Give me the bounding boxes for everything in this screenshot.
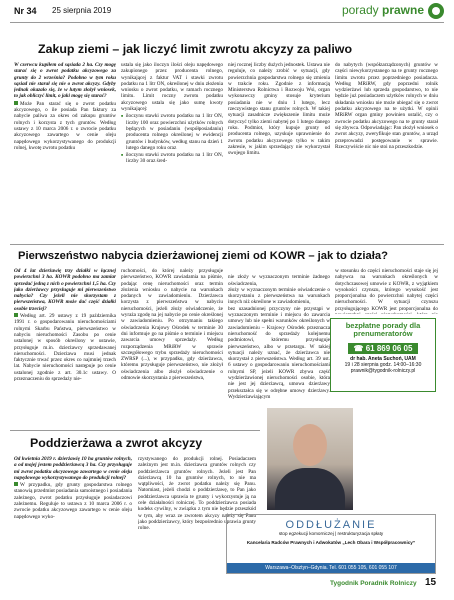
ad-contact-strip: Warszawa–Olsztyn–Gdynia. Tel. 601 055 105, 601 055 107	[227, 563, 435, 573]
article-1-col-4: do nabytych (współzarządzonych) gruntów w części niewykorzystanego na te grunty rocznego limitu zwrotu przez poprzedniego posiadacza. Według MRiRW, gdy poprzedni rolnik wydzierżawi lub sprzeda gospodarstwo, to nie będzie już posiadaczem użytków rolnych w dniu składania wniosku nie może ubiegać się o zwrot podatku akcyzowego na te użytki. W opinii MRiRW organ gminy powinien ustalić, czy o zwrocie podatku akcyzowego na te grunty starał się zbywca. Odpowiadając: Pan złożył wniosek o zwrot akcyzy, zweryfikuje stan gruntów, a urząd przeprowadzi postępowanie w sprawie. Rzeczywiście nic nie stoi na przeszkodzie.	[335, 62, 438, 150]
article-2-col-3: nie złoży w wyznaczonym terminie żadnego oświadczenia, złoży w wyznaczonym terminie oświadczenie o skorzystaniu z pierwszeństwa na warunkach innych niż określone w zawiadomieniu, bez uzasadnionej przyczyny nie przystąpi w wyznaczonym terminie i miejscu do zawarcia umowy lub nie spełni warunków określonych w zawiadomieniu – Krajowy Ośrodek przeznacza nieruchomość do sprzedaży kolejnemu podmiotowi, któremu przysługuje pierwszeństwo, albo w przetargu. W takiej sytuacji należy uznać, że dzierżawca nie skorzystał z pierwszeństwa. Według art. 39 ust. 6 ustawy o gospodarowaniu nieruchomościami rolnymi SP, jeżeli KOWR zbywa część wydzierżawionej nieruchomości osobie, która nie jest jej dzierżawcą, umowa dzierżawy przekształca się w odrębne umowy dzierżawy. Wydzierżawiającym	[228, 274, 330, 400]
header-divider	[10, 22, 444, 23]
advertisement[interactable]	[226, 514, 436, 574]
article-2-title: Pierwszeństwo nabycia dzierżawionej ziemi od KOWR – jak to działa?	[18, 250, 388, 262]
article-start-icon	[14, 313, 18, 317]
section-logo-icon	[428, 3, 444, 19]
article-1-col-3: niej rocznej liczby dużych jednostek. Ustawa nie reguluje, co należy zrobić w sytuacji, gdy powierzchnia gospodarstwa rolnego się zmienia w trakcie roku. Zgodnie z informacją Ministerstwa Rolnictwa i Rozwoju Wsi, organ wykonawczy gminy stosuje kryterium posiadania nie w dniu 1 lutego, lecz rzeczywistego stanu gruntów rolnych. W takiej sytuacji zasadnicze zwiększenie limitu może dotyczyć tylko ziemi nabytej po 1 lutego danego roku. Podmiot, który kupuje grunty od producenta rolnego, uzyskuje uprawnienie do zwrotu podatku akcyzowego tylko w takim zakresie, w jakim sprzedający nie wykorzystał swojego limitu.	[228, 62, 330, 157]
article-3-body	[14, 456, 258, 576]
article-2-lead: Od 4 lat dzierżawię trzy działki w łącznej powierzchni 3 ha. KOWR podobno ma zamiar sprzedać jedną z nich o powierzchni 1,5 ha. Czy jako dzierżawcy przysługuje mi pierwszeństwo nabycia? Czy jeżeli nie skorzystam z pierwszeństwa, KOWR może dać część działki osobie trzeciej?	[14, 268, 116, 312]
advice-hours: 19 i 28 sierpnia godz. 14:00–16:30	[344, 362, 422, 368]
expert-photo	[267, 408, 353, 510]
ad-firm: Kancelaria Radców Prawnych i Adwokatów „Lech Obara i Współpracownicy”	[246, 539, 416, 545]
free-advice-box	[330, 318, 436, 392]
issue-number: Nr 34	[14, 6, 37, 16]
article-1-col-1: W czerwcu kupiłem od sąsiada 2 ha. Czy mogę starać się o zwrot podatku akcyzowego za grunty do 2 września? Podobno w tym roku sąsiad nie starał się nie o zwrot akcyzy. Gdyby jednak okazało się, że w lutym złożył wniosek, to jak obliczyć limit, o jaki mogę się starać? Może Pan starać się o zwrot podatku akcyzowego, o ile posiada Pan faktury za nabycie paliwa za okres od zakupu gruntów rolnych i korzysta z tych gruntów. Według ustawy z 10 marca 2006 r. o zwrocie podatku akcyzowego zawartego w cenie oleju napędowego wykorzystywanego do produkcji rolnej, kwotę zwrotu podatku	[14, 62, 116, 151]
article-1-lead: W czerwcu kupiłem od sąsiada 2 ha. Czy mogę starać się o zwrot podatku akcyzowego za grunty do 2 września? Podobno w tym roku sąsiad nie starał się nie o zwrot akcyzy. Gdyby jednak okazało się, że w lutym złożył wniosek, to jak obliczyć limit, o jaki mogę się starać?	[14, 62, 116, 100]
ad-tagline: stop egzekucji komorniczej | restrukturyzacja spłaty	[278, 531, 384, 536]
article-start-icon	[14, 101, 18, 105]
advice-title: bezpłatne porady dla prenumeratorów	[345, 321, 421, 338]
article-1-col-2: ustala się jako iloczyn ilości oleju napędowego zakupionego przez producenta rolnego, wynikającej z faktur VAT i stawki zwrotu podatku na 1 litr ON, określonej w dniu złożenia wniosku o zwrot podatku, w ramach rocznego limitu. Limit roczny zwrotu podatku akcyzowego ustala się jako sumę kwoty wynikającej: ■ iloczynu stawki zwrotu podatku na 1 litr ON, liczby 100 oraz powierzchni użytków rolnych będących w posiadaniu (współposiadaniu) producenta rolnego określonej w ewidencji gruntów i budynków, według stanu na dzień 1 lutego danego roku oraz ■ iloczynu stawki zwrotu podatku na 1 litr ON, liczby 30 oraz śred-	[121, 62, 223, 240]
article-1-title: Zakup ziemi – jak liczyć limit zwrotu akcyzy za paliwo	[38, 42, 353, 56]
publication-brand: Tygodnik Poradnik Rolniczy	[330, 580, 417, 587]
ad-brand: ODDŁUŻANIE	[285, 519, 377, 531]
article-1-body	[14, 62, 438, 240]
phone-icon: ☎	[353, 344, 364, 353]
advice-email[interactable]: prawnik@tygodnik-rolniczy.pl	[350, 368, 416, 374]
section-title: porady prawne	[341, 3, 424, 17]
article-start-icon	[14, 482, 18, 486]
article-1-divider	[10, 244, 444, 245]
article-3-col-2: rzystywanego do produkcji rolnej. Posiadaczem zależnym jest m.in. dzierżawca gruntów rolnych czy poddzierżawca gruntów rolnych. Jeżeli jest Pan dzierżawcą 10 ha gruntów rolnych, to nie ma wątpliwości, że zwrot podatku należy się Panu. Natomiast, jeżeli chodzi o poddzierżawę, to Pan jako poddzierżawca uprawia te grunty i wykorzystuje ją na cele działalności rolniczej. To poddzierżawca posiada kodeks cywilny, w związku z tym nie będzie przeszkód w tym, aby wraz ze zwrotem akcyzy należy się Panu jako poddzierżawcy, który bezpośrednio uprawia grunty rolne.	[138, 456, 256, 532]
article-2-col-4: w stosunku do części nieruchomości staje się jej nabywca na warunkach określonych w dotychczasowej umowie z KOWR, z wyjątkiem wysokości czynszu, którego wysokość jest proporcjonalna do powierzchni nabytej części nieruchomości. W sytuacji czynszu przysługującego KOWR jest proporcjonalna do	[335, 268, 438, 312]
phone-badge[interactable]: ☎ 61 869 06 05	[348, 343, 419, 354]
page-header	[0, 0, 454, 22]
advice-expert: dr hab. Aneta Suchoń, UAM	[350, 356, 416, 362]
article-2-col-1: Od 4 lat dzierżawię trzy działki w łącznej powierzchni 3 ha. KOWR podobno ma zamiar sprzedać jedną z nich o powierzchni 1,5 ha. Czy jako dzierżawcy przysługuje mi pierwszeństwo nabycia? Czy jeżeli nie skorzystam z pierwszeństwa, KOWR może dać część działki osobie trzeciej? Według art. 29 ustawy z 19 października 1991 r. o gospodarowaniu nieruchomościami rolnymi Skarbu Państwa, pierwszeństwo w nabyciu nieruchomości Zasobu po cenie ustalonej w sposób określony w ustawie, przysługuje m.in. dzierżawcy sprzedawanej nieruchomości. Dzierżawa musi jednak faktycznie trwać przez okres co najmniej trzech lat. Nabycie nieruchomości następuje po cenie ustalonej zgodnie z art. 30.1c ustawy. O przeznaczeniu do sprzedaży nie-	[14, 268, 116, 383]
article-3-lead: Od kwietnia 2019 r. dzierżawię 10 ha gruntów rolnych, a od mojej jestem poddzierżawcą 3 ha. Czy przysługuje mi zwrot podatku akcyzowego zawartego w cenie oleju napędowego wykorzystywanego do produkcji rolnej?	[14, 456, 132, 481]
article-3-col-1: Od kwietnia 2019 r. dzierżawię 10 ha gruntów rolnych, a od mojej jestem poddzierżawcą 3 ha. Czy przysługuje mi zwrot podatku akcyzowego zawartego w cenie oleju napędowego wykorzystywanego do produkcji rolnej? W przypadku, gdy grunty gospodarstwa rolnego stanowią przedmiot posiadania samoistnego i posiadania zależnego, zwrot podatku przysługuje posiadaczowi zależnemu. Reguluje to ustawa z 10 marca 2006 r. o zwrocie podatku akcyzowego zawartego w cenie oleju napędowego wyko-	[14, 456, 132, 520]
page-number: 15	[425, 577, 437, 588]
issue-date: 25 sierpnia 2019	[52, 6, 112, 15]
photo-head	[293, 424, 327, 466]
article-3-title: Poddzierżawa a zwrot akcyzy	[30, 436, 203, 450]
article-2-divider	[10, 430, 260, 431]
article-2-col-2: ruchomości, do której należy przysługuje pierwszeństwo, KOWR zawiadamia na piśmie, podając cenę nieruchomości oraz termin złożenia wniosku o nabycie na warunkach podanych w zawiadomieniu. Dzierżawca korzysta z pierwszeństwa w nabyciu nieruchomości, jeżeli złoży oświadczenie, że wyraża zgodę na jej nabycie po cenie określonej w zawiadomieniu. Po otrzymaniu takiego oświadczenia Krajowy Ośrodek w terminie 30 dni informuje go na piśmie o terminie i miejscu zawarcia umowy sprzedaży. Według rozporządzenia MRiRW w sprawie szczegółowego trybu sprzedaży nieruchomości ZWRSP (...), w przypadku, gdy dzierżawca, któremu przysługuje pierwszeństwo, nie złożył oświadczenia albo złożył oświadczenie o odmowie skorzystania z pierwszeństwa,	[121, 268, 223, 382]
photo-body	[275, 468, 345, 510]
